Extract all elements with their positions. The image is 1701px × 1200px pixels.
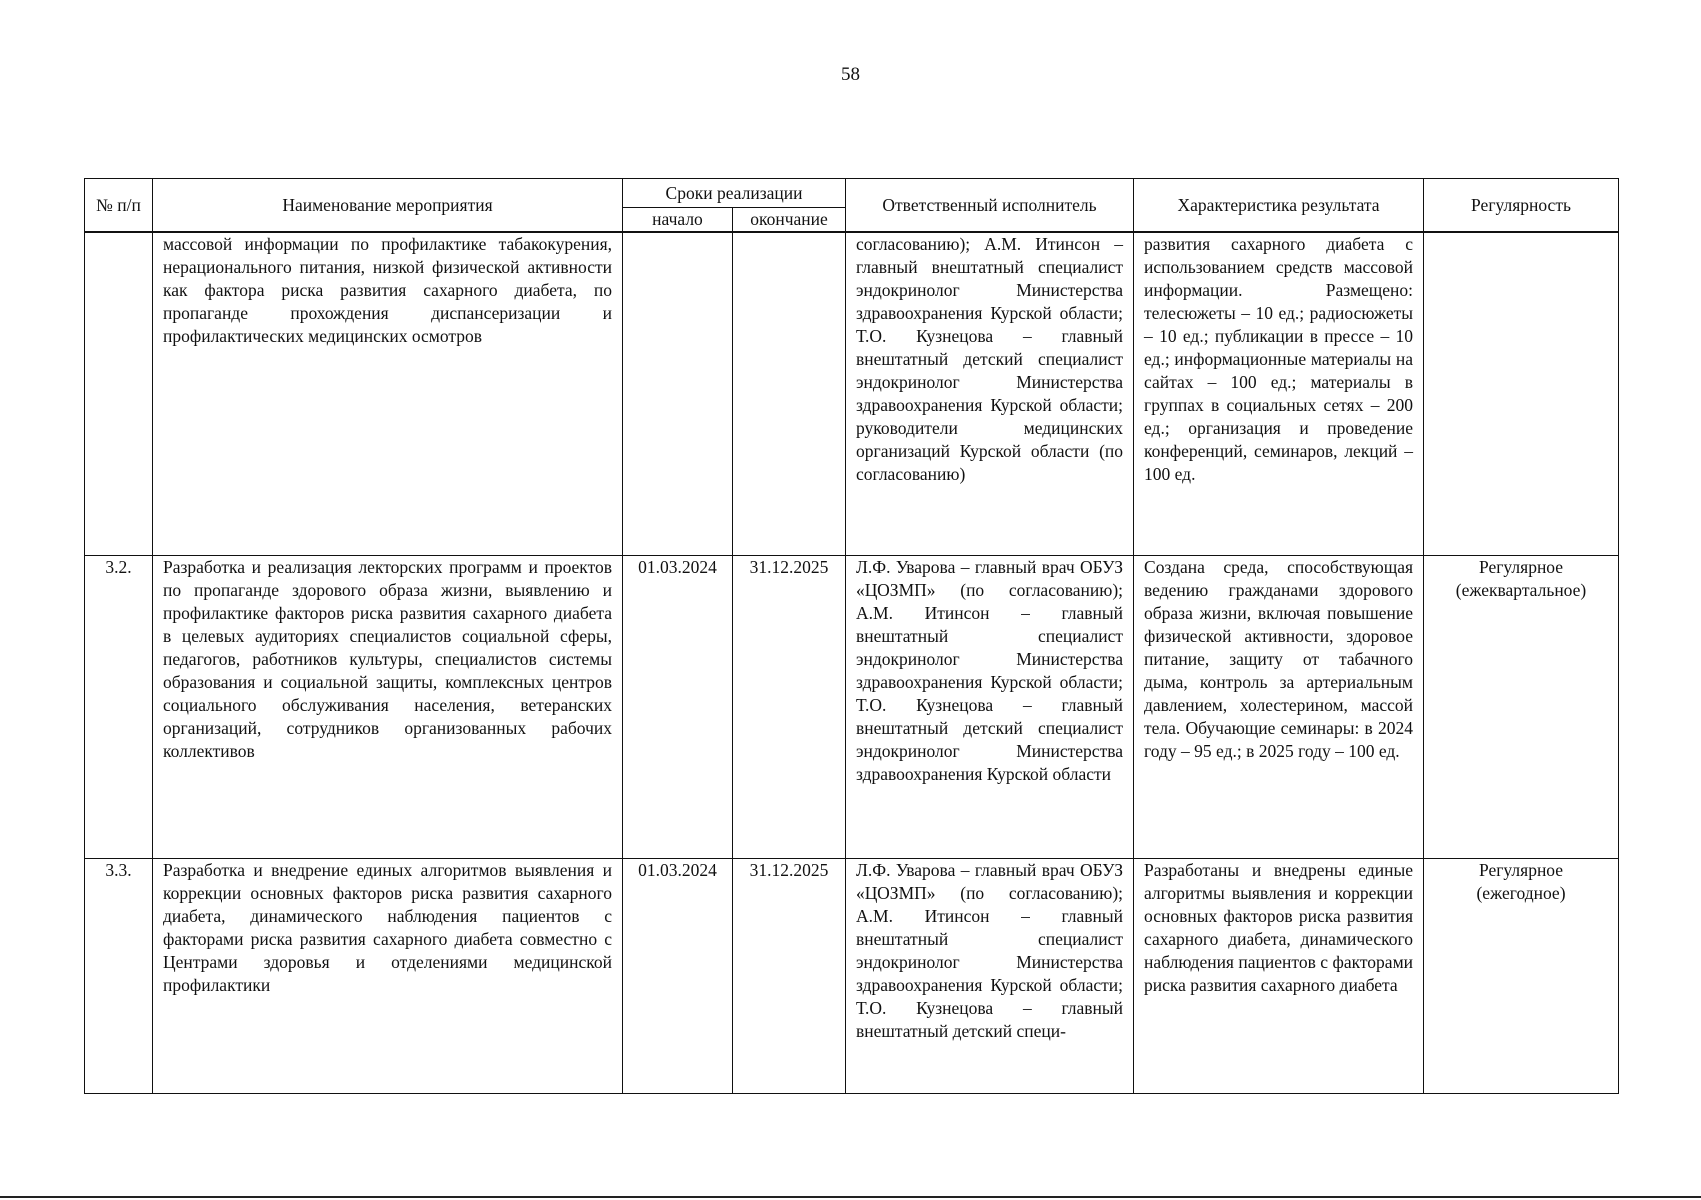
- table-row: [85, 556, 1619, 859]
- header-start: начало: [623, 208, 733, 233]
- measure-name: Разработка и внедрение единых алгоритмов выявления и коррекции основных факторов риска развития сахарного диабета, динамического наблюдения пациентов с факторами риска развития сахарного диабета совместно с Центрами здоровья и отделениями медицинской профилактики: [153, 859, 623, 1094]
- measure-name: массовой информации по профилактике табакокурения, нерационального питания, низкой физической активности как фактора риска развития сахарного диабета, по пропаганде прохождения диспансеризации и профилактических медицинских осмотров: [153, 232, 623, 556]
- start-date: 01.03.2024: [623, 556, 733, 859]
- result-description: развития сахарного диабета с использованием средств массовой информации. Размещено: телесюжеты – 10 ед.; радиосюжеты – 10 ед.; публикации в прессе – 10 ед.; информационные материалы на сайтах – 100 ед.; материалы в группах в социальных сетях – 200 ед.; организация и проведение конференций, семинаров, лекций – 100 ед.: [1134, 232, 1424, 556]
- page-number: 58: [841, 64, 860, 85]
- header-num: № п/п: [85, 179, 153, 233]
- regularity: Регулярное (ежеквартальное): [1424, 556, 1619, 859]
- responsible-executor: согласованию); А.М. Итинсон – главный внештатный специалист эндокринолог Министерства здравоохранения Курской области; Т.О. Кузнецова – главный внештатный детский специалист эндокринолог Министерства здравоохранения Курской области; руководители медицинских организаций Курской области (по согласованию): [846, 232, 1134, 556]
- header-period: Сроки реализации: [623, 179, 846, 208]
- end-date: 31.12.2025: [733, 859, 846, 1094]
- row-number: [85, 232, 153, 556]
- start-date: [623, 232, 733, 556]
- header-executor: Ответственный исполнитель: [846, 179, 1134, 233]
- responsible-executor: Л.Ф. Уварова – главный врач ОБУЗ «ЦОЗМП» (по согласованию); А.М. Итинсон – главный внештатный специалист эндокринолог Министерства здравоохранения Курской области; Т.О. Кузнецова – главный внештатный детский специалист эндокринолог Министерства здравоохранения Курской области: [846, 556, 1134, 859]
- measures-table: [84, 178, 1619, 1094]
- measure-name: Разработка и реализация лекторских программ и проектов по пропаганде здорового образа жизни, выявлению и профилактике факторов риска развития сахарного диабета в целевых аудиториях специалистов социальной сферы, педагогов, работников культуры, специалистов системы образования и социальной защиты, комплексных центров социального обслуживания населения, ветеранских организаций, сотрудников организованных рабочих коллективов: [153, 556, 623, 859]
- table-header: [85, 179, 1619, 233]
- end-date: [733, 232, 846, 556]
- header-regularity: Регулярность: [1424, 179, 1619, 233]
- start-date: 01.03.2024: [623, 859, 733, 1094]
- row-number: 3.2.: [85, 556, 153, 859]
- end-date: 31.12.2025: [733, 556, 846, 859]
- page-bottom-rule: [0, 1196, 1701, 1198]
- result-description: Создана среда, способствующая ведению гражданами здорового образа жизни, включая повышение физической активности, здоровое питание, защиту от табачного дыма, контроль за артериальным давлением, холестерином, массой тела. Обучающие семинары: в 2024 году – 95 ед.; в 2025 году – 100 ед.: [1134, 556, 1424, 859]
- header-end: окончание: [733, 208, 846, 233]
- header-name: Наименование мероприятия: [153, 179, 623, 233]
- regularity: [1424, 232, 1619, 556]
- table-row: [85, 232, 1619, 556]
- responsible-executor: Л.Ф. Уварова – главный врач ОБУЗ «ЦОЗМП» (по согласованию); А.М. Итинсон – главный внештатный специалист эндокринолог Министерства здравоохранения Курской области; Т.О. Кузнецова – главный внештатный детский специ-: [846, 859, 1134, 1094]
- header-result: Характеристика результата: [1134, 179, 1424, 233]
- table-row: [85, 859, 1619, 1094]
- result-description: Разработаны и внедрены единые алгоритмы выявления и коррекции основных факторов риска развития сахарного диабета, динамического наблюдения пациентов с факторами риска развития сахарного диабета: [1134, 859, 1424, 1094]
- row-number: 3.3.: [85, 859, 153, 1094]
- regularity: Регулярное (ежегодное): [1424, 859, 1619, 1094]
